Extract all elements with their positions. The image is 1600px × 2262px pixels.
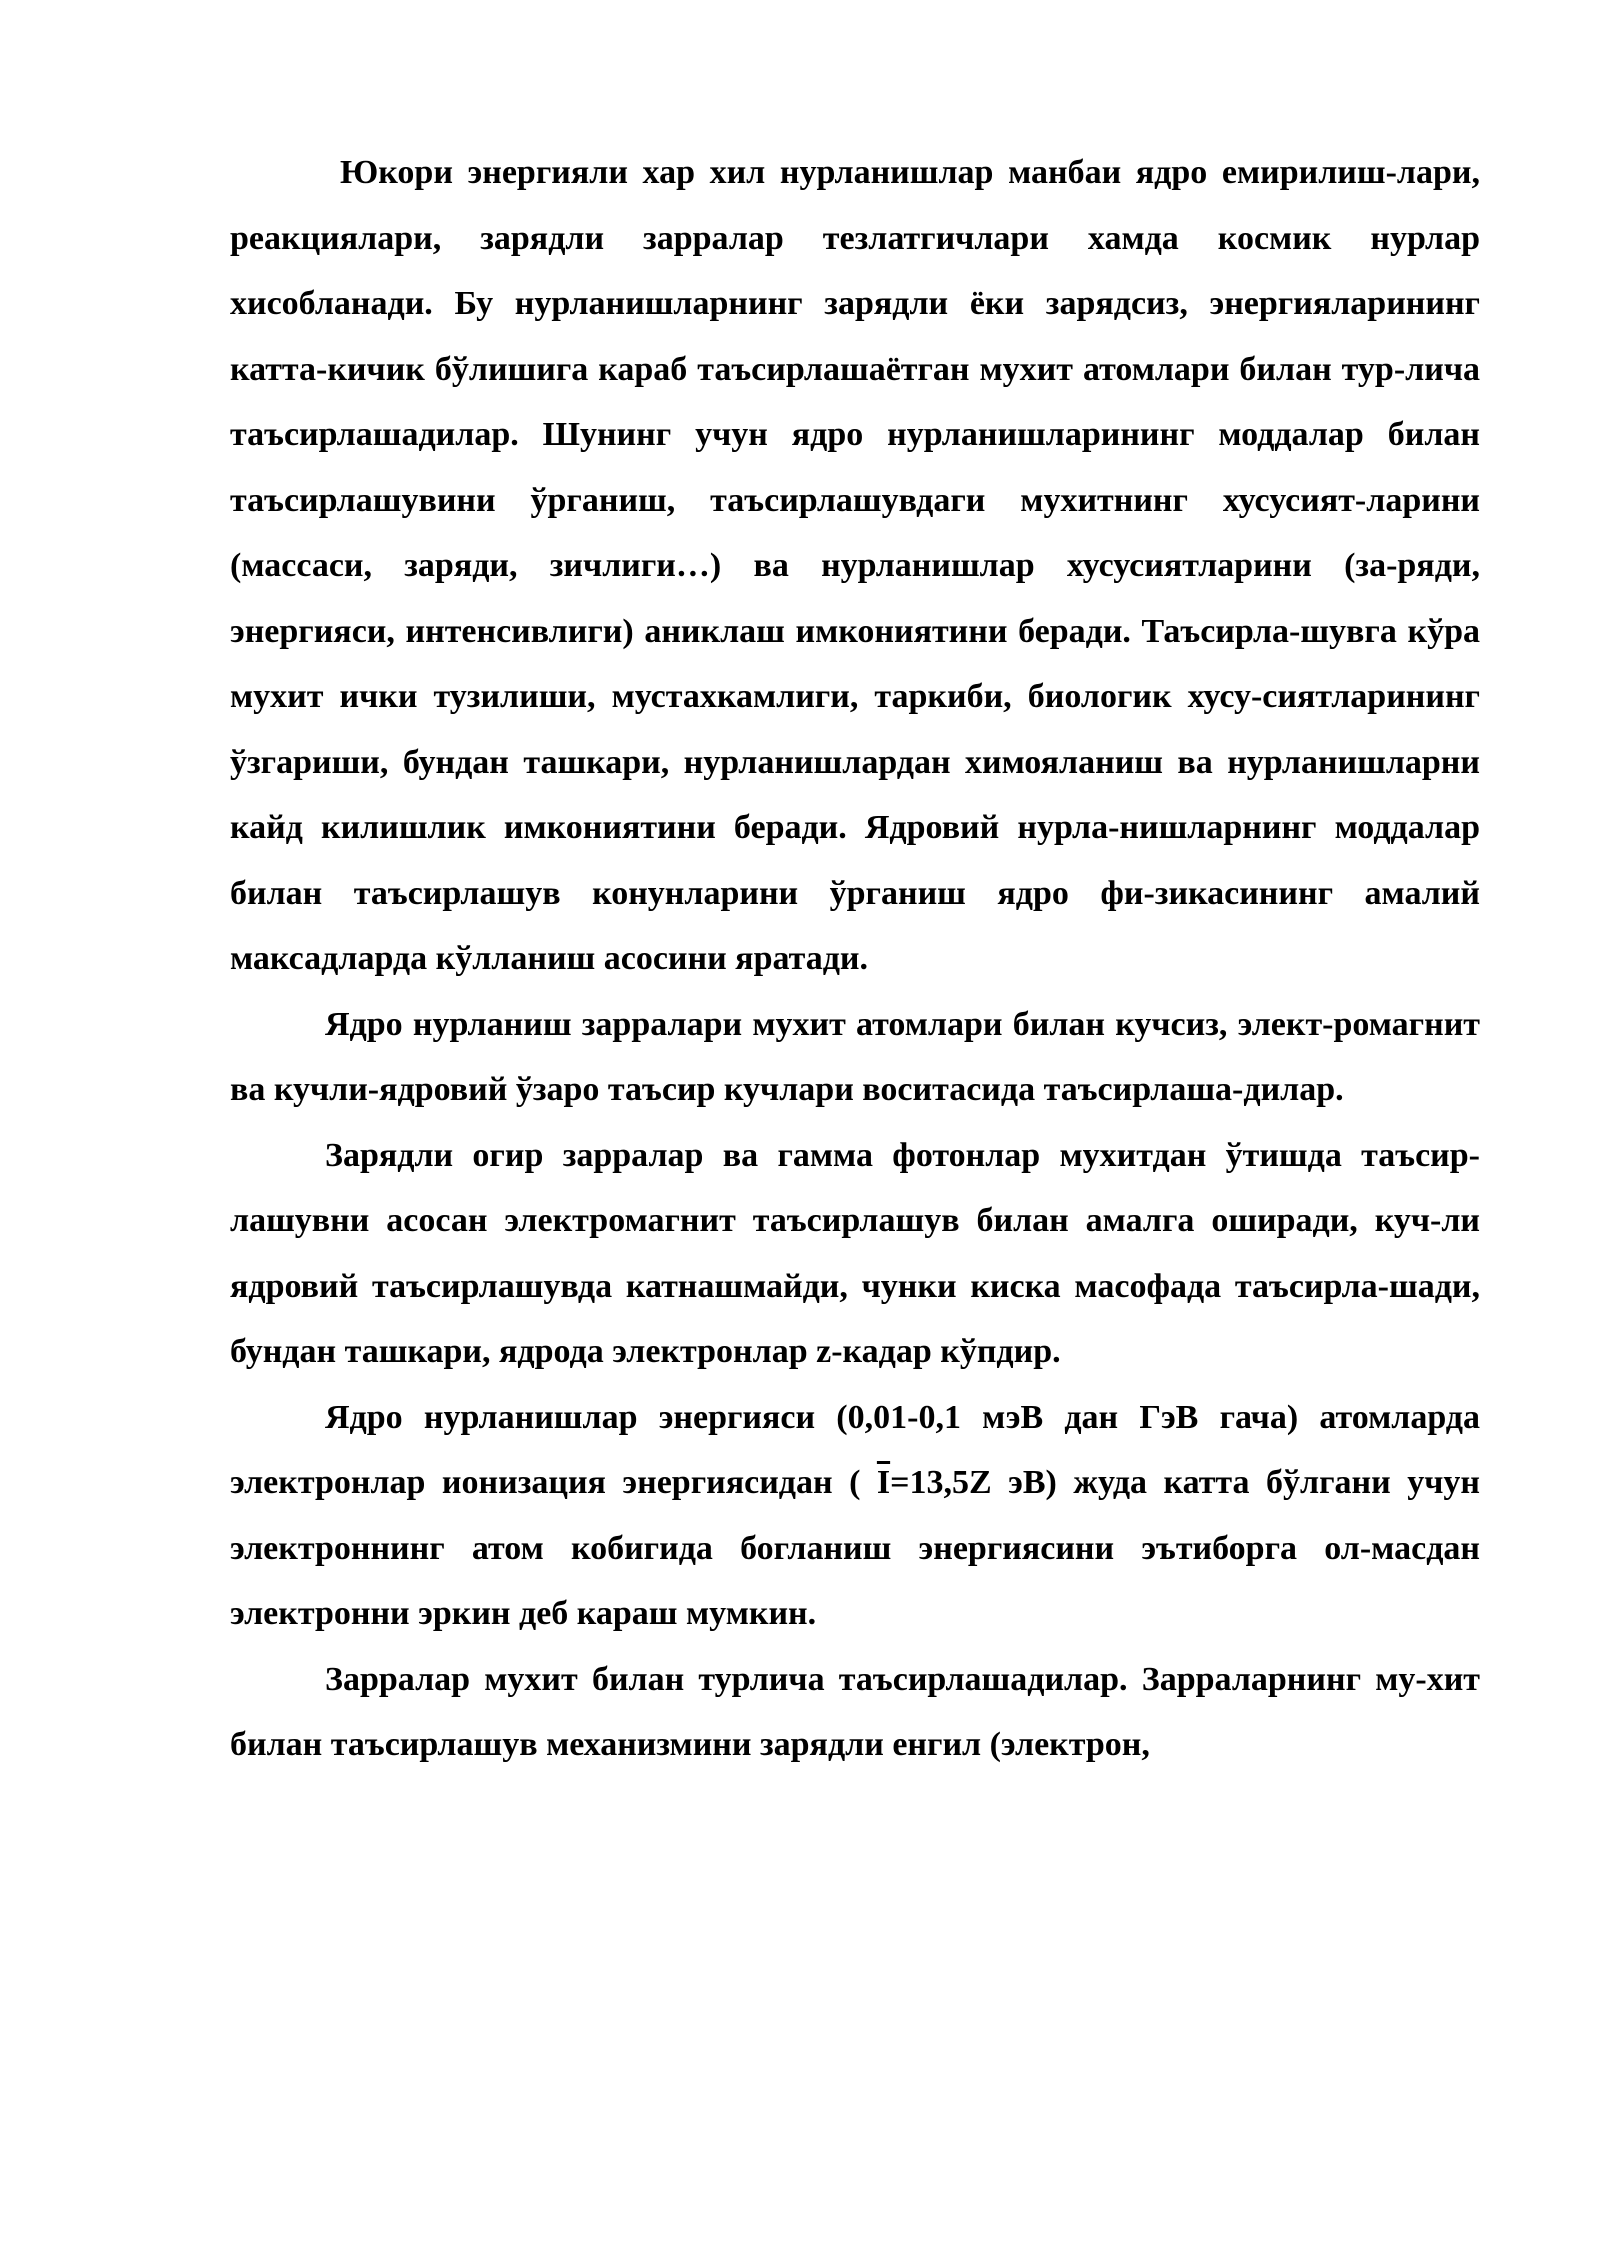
paragraph-1: Юкори энергияли хар хил нурланишлар манбаи ядро емирилиш-лари, реакциялари, зарядли зарралар тезлатгичлари хамда космик нурлар хисобланади. Бу нурланишларнинг зарядли ёки зарядсиз, энергияларининг катта-кичик бўлишига караб таъсирлашаётган мухит атомлари билан тур-лича таъсирлашадилар. Шунинг учун ядро нурланишларининг моддалар билан таъсирлашувини ўрганиш, таъсирлашувдаги мухитнинг хусусият-ларини (массаси, заряди, зичлиги…) ва нурланишлар хусусиятларини (за-ряди, энергияси, интенсивлиги) аниклаш имкониятини беради. Таъсирла-шувга кўра мухит ички тузилиши, мустахкамлиги, таркиби, биологик хусу-сиятларининг ўзгариши, бундан ташкари, нурланишлардан химояланиш ва нурланишларни кайд килишлик имкониятини беради. Ядровий нурла-нишларнинг моддалар билан таъсирлашув конунларини ўрганиш ядро фи-зикасининг амалий максадларда кўлланиш асосини яратади. [230, 154, 1480, 977]
paragraph-5: Зарралар мухит билан турлича таъсирлашадилар. Зарраларнинг му-хит билан таъсирлашув механизмини зарядли енгил (электрон, [230, 1660, 1480, 1763]
paragraph-4 [230, 1385, 1480, 1647]
paragraph-4-before: Ядро нурланишлар энергияси (0,01-0,1 мэВ дан ГэВ гача) атомларда электронлар ионизация энергиясидан ( [230, 1398, 1480, 1501]
document-page [230, 140, 1480, 1778]
paragraph-2: Ядро нурланиш зарралари мухит атомлари билан кучсиз, элект-ромагнит ва кучли-ядровий ўзаро таъсир кучлари воситасида таъсирлаша-дилар. [230, 1005, 1480, 1108]
paragraph-4-after: =13,5Z эВ) жуда катта бўлгани учун электроннинг атом кобигида богланиш энергиясини эътиборга ол-масдан электронни эркин деб караш мумкин. [230, 1464, 1480, 1632]
paragraph-3: Зарядли огир зарралар ва гамма фотонлар мухитдан ўтишда таъсир-лашувни асосан электромагнит таъсирлашув билан амалга оширади, куч-ли ядровий таъсирлашувда катнашмайди, чунки киска масофада таъсирла-шади, бундан ташкари, ядрода электронлар z-кадар кўпдир. [230, 1136, 1480, 1370]
mean-ionization-symbol: $\overline{I}$ [876, 1464, 891, 1501]
